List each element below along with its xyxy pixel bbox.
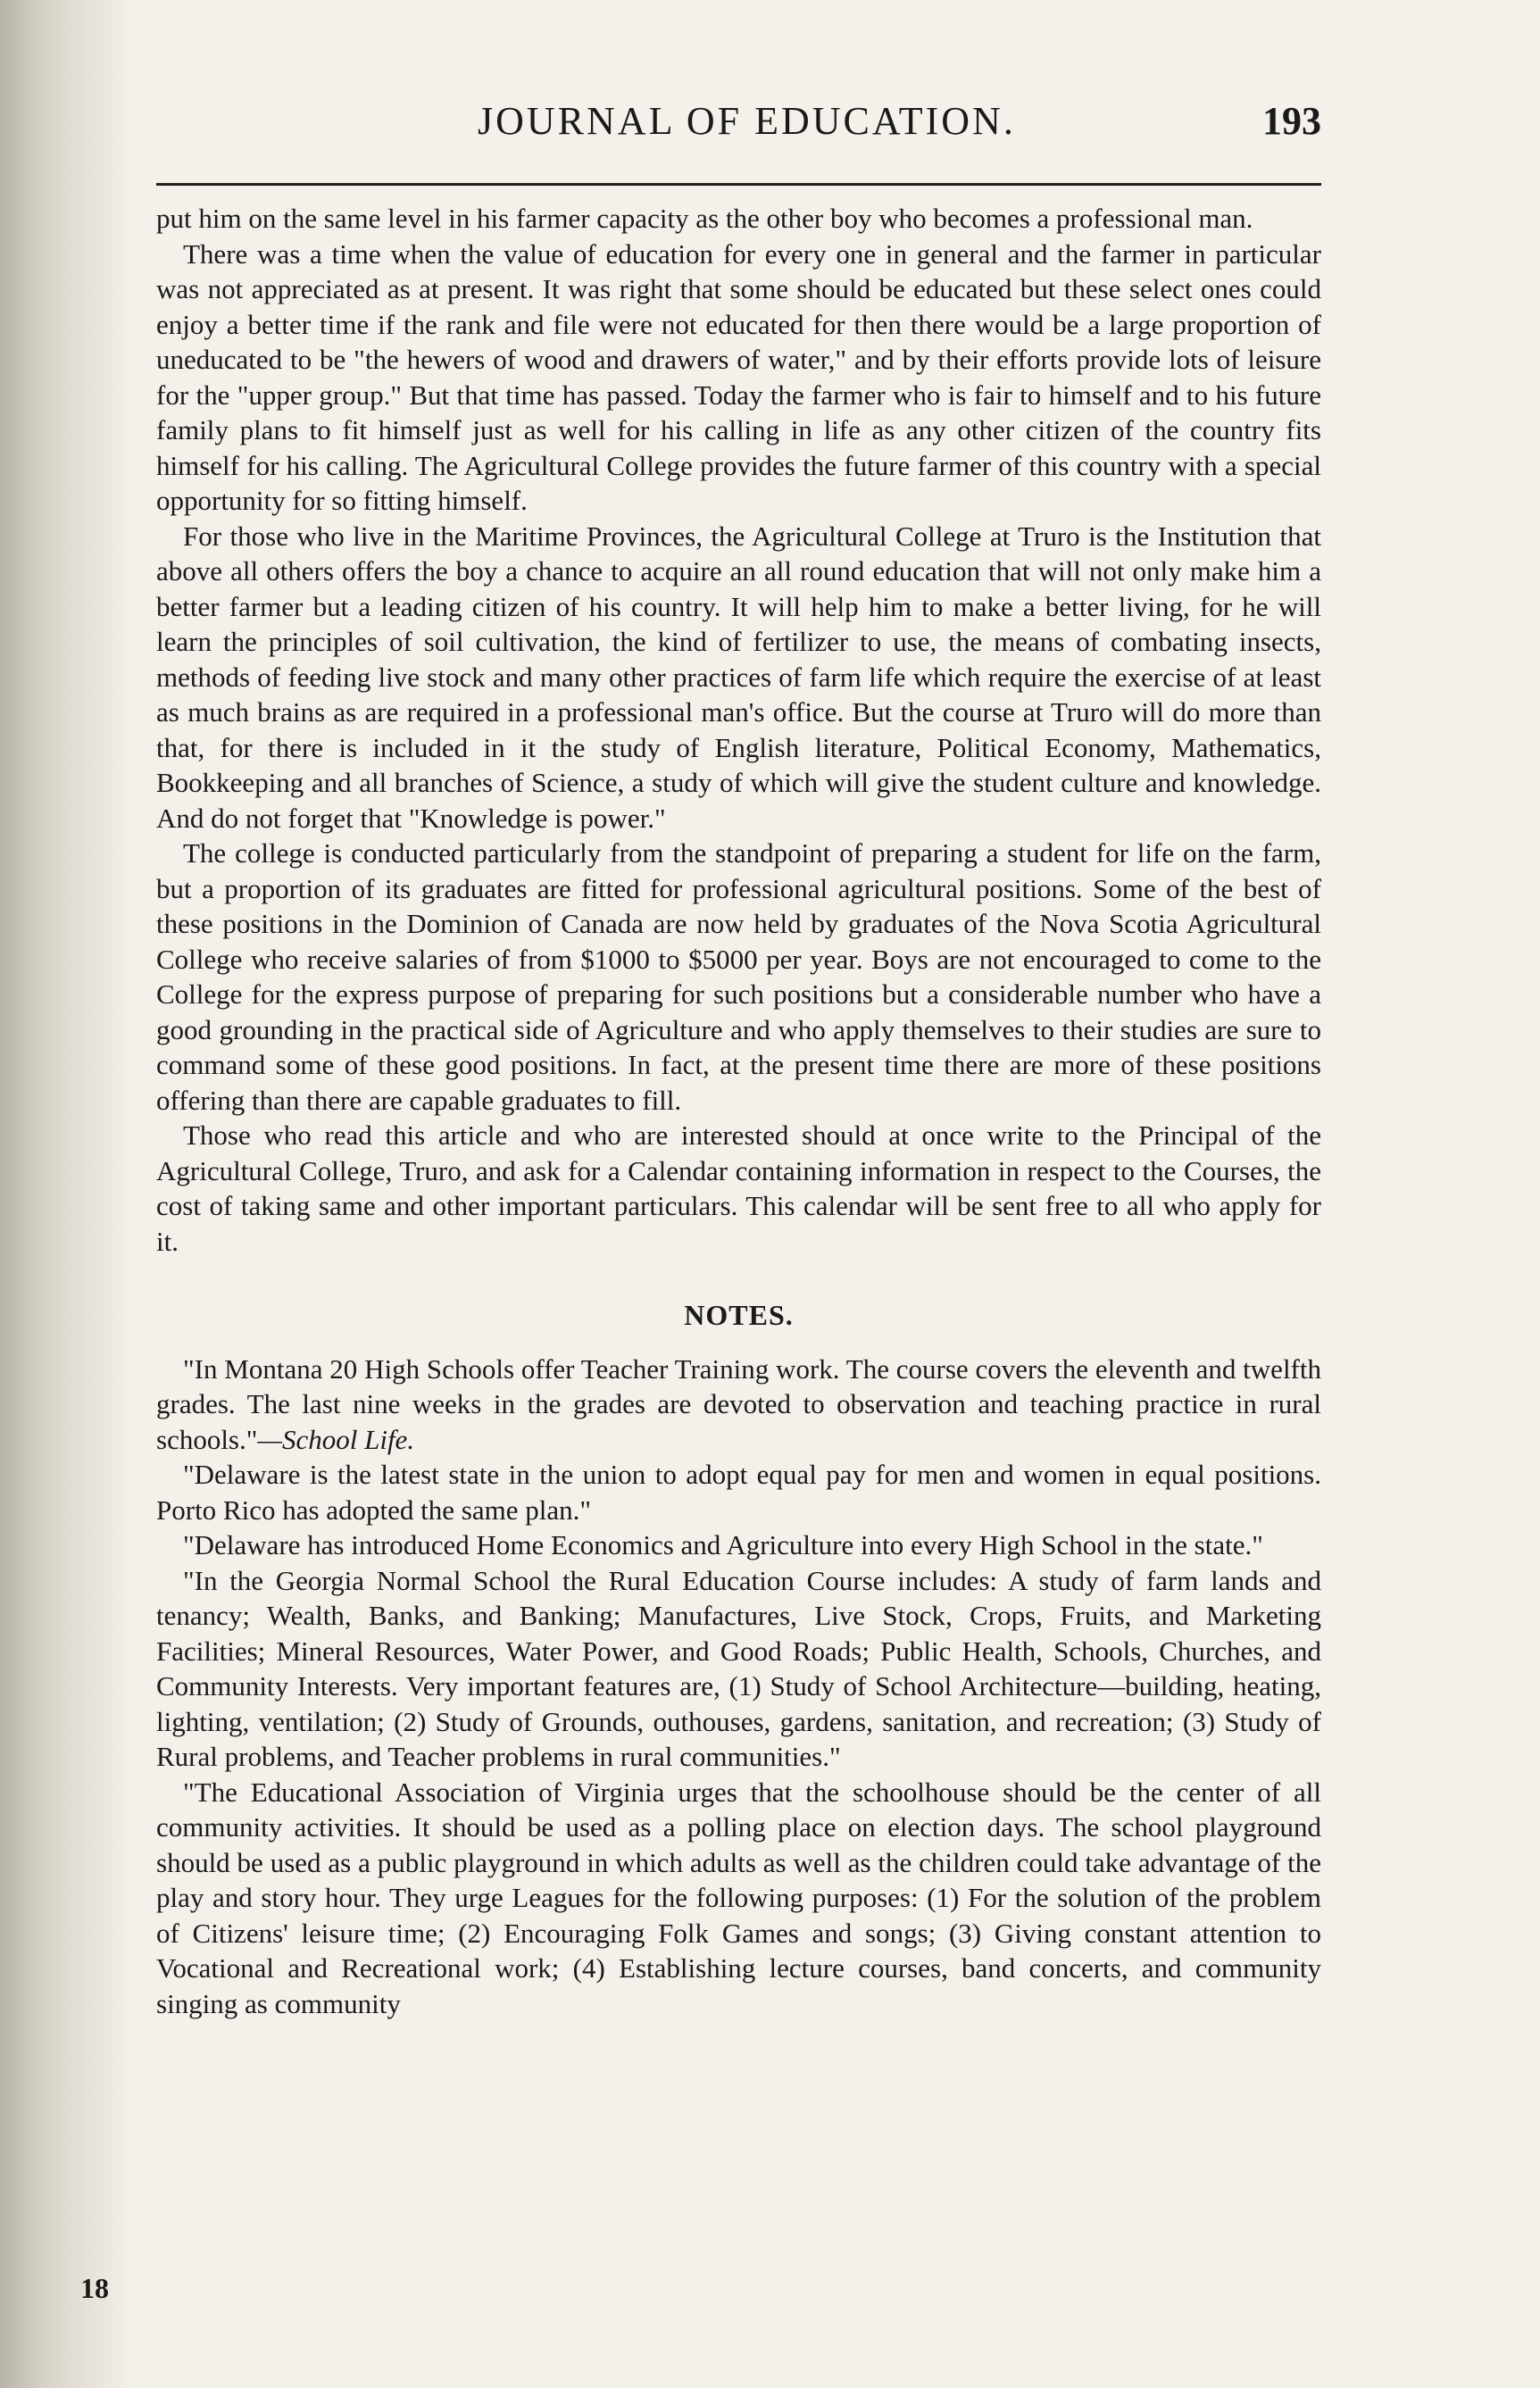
- note-source-citation: —School Life.: [257, 1423, 415, 1455]
- notes-heading: NOTES.: [684, 1299, 794, 1331]
- page-binding-shadow: [0, 0, 134, 2388]
- page-header: [156, 98, 1321, 170]
- note-paragraph: "Delaware is the latest state in the union to adopt equal pay for men and women in equal positions. Porto Rico has adopted the same plan.": [156, 1459, 1321, 1526]
- article-paragraph: The college is conducted particularly from the standpoint of preparing a student for life on the farm, but a proportion of its graduates are fitted for professional agricultural positions. Some of the best of these positions in the Dominion of Canada are now held by graduates of the Nova Scotia Agricultural College who receive salaries of from $1000 to $5000 per year. Boys are not encouraged to come to the College for the express purpose of preparing for such positions but a considerable number who have a good grounding in the practical side of Agriculture and who apply themselves to their studies are sure to command some of these good positions. In fact, at the present time there are more of these positions offering than there are capable graduates to fill.: [156, 837, 1321, 1116]
- note-paragraph: "In the Georgia Normal School the Rural Education Course includes: A study of farm lands and tenancy; Wealth, Banks, and Banking; Manufactures, Live Stock, Crops, Fruits, and Marketing Facilities; Mineral Resources, Water Power, and Good Roads; Public Health, Schools, Churches, and Community Interests. Very important features are, (1) Study of School Architecture—building, heating, lighting, ventilation; (2) Study of Grounds, outhouses, gardens, sanitation, and recreation; (3) Study of Rural problems, and Teacher problems in rural communities.": [156, 1564, 1321, 1772]
- note-text: "In Montana 20 High Schools offer Teacher Training work. The course covers the eleventh and twelfth grades. The last nine weeks in the grades are devoted to observation and teaching practice in rural schools.": [156, 1352, 1321, 1455]
- header-rule: [156, 183, 1321, 186]
- journal-page: [156, 98, 1321, 2019]
- article-paragraph: Those who read this article and who are interested should at once write to the Principal of the Agricultural College, Truro, and ask for a Calendar containing information in respect to the Courses, the cost of taking same and other important particulars. This calendar will be sent free to all who apply for it.: [156, 1119, 1321, 1257]
- signature-mark: 18: [80, 2272, 109, 2304]
- article-paragraph: There was a time when the value of education for every one in general and the farmer in particular was not appreciated as at present. It was right that some should be educated but these select ones could enjoy a better time if the rank and file were not educated for then there would be a large proportion of uneducated to be "the hewers of wood and drawers of water," and by their efforts provide lots of leisure for the "upper group." But that time has passed. Today the farmer who is fair to himself and to his future family plans to fit himself just as well for his calling in life as any other citizen of the country fits himself for his calling. The Agricultural College provides the future farmer of this country with a special opportunity for so fitting himself.: [156, 237, 1321, 516]
- article-paragraph: put him on the same level in his farmer capacity as the other boy who becomes a professional man.: [156, 203, 1253, 234]
- journal-title: JOURNAL OF EDUCATION.: [478, 99, 1016, 143]
- article-body: [156, 201, 1321, 2021]
- note-paragraph: "Delaware has introduced Home Economics and Agriculture into every High School in the state.": [183, 1529, 1263, 1560]
- note-paragraph: "The Educational Association of Virginia urges that the schoolhouse should be the center of all community activities. It should be used as a polling place on election days. The school playground should be used as a public playground in which adults as well as the children could take advantage of the play and story hour. They urge Leagues for the following purposes: (1) For the solution of the problem of Citizens' leisure time; (2) Encouraging Folk Games and songs; (3) Giving constant attention to Vocational and Recreational work; (4) Establishing lecture courses, band concerts, and community singing as community: [156, 1776, 1321, 2019]
- page-number: 193: [1262, 99, 1321, 143]
- article-paragraph: For those who live in the Maritime Provinces, the Agricultural College at Truro is the Institution that above all others offers the boy a chance to acquire an all round education that will not only make him a better farmer but a leading citizen of his country. It will help him to make a better living, for he will learn the principles of soil cultivation, the kind of fertilizer to use, the means of combating insects, methods of feeding live stock and many other practices of farm life which require the exercise of at least as much brains as are required in a professional man's office. But the course at Truro will do more than that, for there is included in it the study of English literature, Political Economy, Mathematics, Bookkeeping and all branches of Science, a study of which will give the student culture and knowledge. And do not forget that "Knowledge is power.": [156, 520, 1321, 834]
- note-paragraph: [156, 1352, 1321, 1458]
